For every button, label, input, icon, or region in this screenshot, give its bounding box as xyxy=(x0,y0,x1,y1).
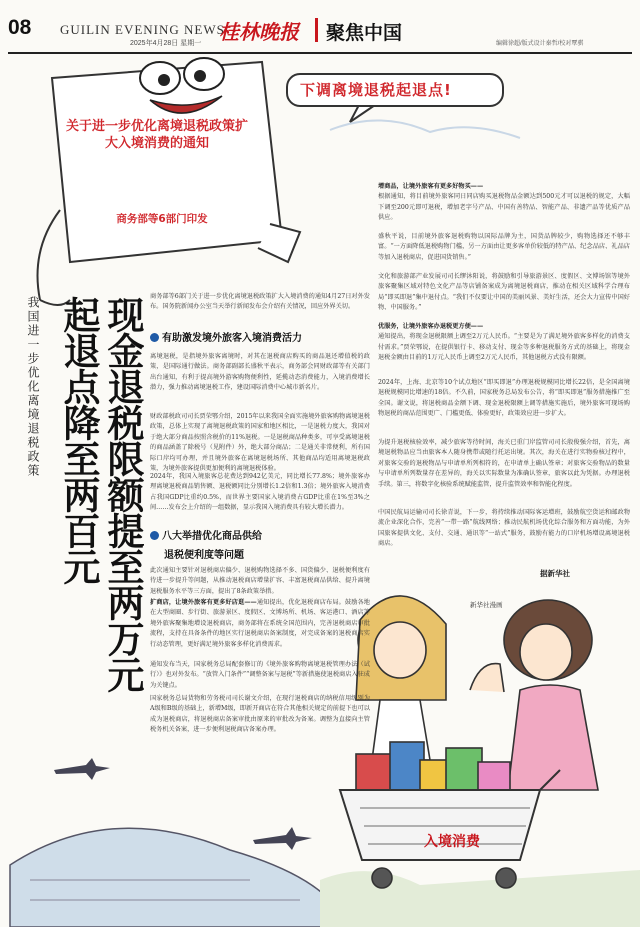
section2-paragraph-4: 国家税务总局货物和劳务税司司长谢文介绍，在现行退税商店的纳税信用级别为A级和B级的基础上，新增M级，即新开商店在符合其他相关规定的前提下也可以成为退税商店，将退税商店备案审批由原来的审批改为备案。调整为直接向主管税务机关备案，进一步便利退税商店备案办理。 xyxy=(150,695,370,734)
masthead-divider xyxy=(315,18,318,42)
section2-paragraph-2-text: 通知提出，优化退税商店布局。鼓励各地在大型商圈、步行街、旅游景区、度假区、文博场所、机场、客运港口、酒店等境外旅客聚集地增设退税商店，商务部将在系统全国范围内，完善退税商店审批流程，支持在具备条件的地区实行退税商店备案制度，对完成备案的退税商店实行动态管理，更好满足境外旅客多样化消费需求。 xyxy=(150,599,370,648)
col2-paragraph-6: 为提升退税核验效率，减少旅客等待时间，海关已重门岸监管司司长殷俊强介绍，首先，离境退税物品应当由旅客本人随身携带或随行托运出境。其次，海关在进行实物验核过程中，对旅客交验的退税物品与申请单所列相符的，在申请单上确认签章；对旅客交验物品的数量与申请单所列数量存在差异的，海关以实际数量为准确认签章，旅客以此为凭据。办理退税手续。第三，将数字化核验系统赋能监管，提升监管效率和智能化程度。 xyxy=(378,439,630,488)
section2-paragraph-3: 通知发布当天，国家税务总局配套修订的《境外旅客购物离境退税管理办法（试行）》也对外发布。“放管入门条件”“调整备案与退税”等新措施使退税商店入驻成为关键点。 xyxy=(150,661,370,689)
col2-paragraph-3: 文化和旅游部产业发展司司长缪沐阳说，将鼓励和引导旅游景区、度假区、文博场馆等境外旅客聚集区域对特色文化产品等店铺备案成为离境退税商店，推动在相关区域科学合理布局“即买即退”集中退付点。“我们不仅要让中国的美丽风景、美好生活，还会大力宣传中国好物、中国服务。” xyxy=(378,273,630,312)
section-heading-2-text: 八大举措优化商品供给 xyxy=(162,531,262,542)
col2-paragraph-4 xyxy=(378,322,630,364)
bullet-dot-icon xyxy=(150,333,159,342)
section-title: 聚焦中国 xyxy=(326,22,403,44)
headline-line-2: 起退点降至两百元 xyxy=(57,296,100,584)
article-source: 据新华社 xyxy=(540,569,570,578)
editor-credits: 编辑徐超/版式设计秦哲/校对覃骐 xyxy=(496,41,584,47)
page-number: 08 xyxy=(8,16,32,39)
section1-paragraph-2: 财政部税政司司长贾荣鄂介绍，2015年以来我国全面实施境外旅客购物离境退税政策，总体上实现了离境退税政策的国家和地区相比，一是退税力度大，我国对于绝大部分商品按照含税价的11%退税。一是退税商品种类多，可享受离境退税的商品涵盖了除税号（见附件）外，绝大部分商品；二是通关非常便利，所有国际口岸均可办理，并且境外旅客在离境退税场所、其他商品均适用离境退税政策，为境外旅客提供更加便利的离境退税体验。 xyxy=(150,413,370,473)
masthead-rule xyxy=(8,52,632,54)
section2-lead: 扩商店，让境外旅客有更多好店逛—— xyxy=(150,599,257,606)
col2-lead-4: 优服务，让境外旅客办退税更方便—— xyxy=(378,323,484,330)
section-heading-1-text: 有助激发境外旅客入境消费活力 xyxy=(162,333,302,344)
article-intro: 商务部等6部门关于进一步优化离境退税政策扩大入境消费的通知4月27日对外发布。国务院新闻办公室当天举行新闻发布会介绍有关情况，回应外界关切。 xyxy=(150,293,370,311)
col2-paragraph-1 xyxy=(378,182,630,224)
col2-paragraph-1-text: 根据通知，将目前境外旅客同日同店购买退税物品金额达到500元才可以退税的规定，大幅下调至200元即可退税，增加老字号产品、中国有善特品、智能产品、非遗产品等优质产品供应。 xyxy=(378,193,630,222)
section2-paragraph-2 xyxy=(150,598,370,650)
section-subheading-2: 退税便利度等问题 xyxy=(164,550,244,561)
cartoon-credit: 新华社漫画 xyxy=(470,601,503,609)
issue-date: 2025年4月28日 星期一 xyxy=(130,40,202,47)
col2-paragraph-7: 中国民航局运输司司长徐青说，下一步，将持续推动国际客运增班，鼓励航空货运和邮政物流企业深化合作，完善“一带一路”航线网络；推动民航机场优化综合服务和方面功能，为外国旅客提供文化、支付、交通、通讯等“一站式”服务，鼓励有能力的口岸机场增设离境退税商店。 xyxy=(378,509,630,548)
headline-kicker: 我国进一步优化离境退税政策 xyxy=(26,296,40,478)
col2-lead-1: 增商品，让境外旅客有更多好物买—— xyxy=(378,183,484,190)
document-title: 关于进一步优化离境退税政策扩大入境消费的通知 xyxy=(65,119,248,151)
bullet-dot-icon xyxy=(150,531,159,540)
document-issuer: 商务部等6部门印发 xyxy=(116,213,208,225)
newspaper-name-en: GUILIN EVENING NEWS xyxy=(60,22,225,37)
col2-paragraph-5: 2024年，上海、北京等10个试点地区“即买即退”办理退税规模同比增长22倍，是全国离境退税规模同比增速的18倍。不久前，国家税务总局发布公告，将“即买即退”服务措施推广至全国。谢文说，将退税商品金额下调、现金退税限额上调等措施实施后，境外旅客可现场购物退税的商品范围更广、门槛更低、体验更好，政策效应进一步扩大。 xyxy=(378,379,630,418)
document-character-icon xyxy=(38,58,301,305)
headline-line-1: 现金退税限额提至两万元 xyxy=(101,296,144,692)
col2-paragraph-4-text: 通知提出，将现金退税限额上调至2万元人民币。“主要是为了满足境外旅客多样化的消费支付需求。”贾荣鄂说，在提供银行卡、移动支付、现金等多种退税服务方式的基础上，将现金退税金额由目前的1万元人民币上调至2万元人民币，其他退税方式没有限额。 xyxy=(378,333,630,362)
cart-label: 入境消费 xyxy=(424,834,480,850)
newspaper-logo: 桂林晚报 xyxy=(219,20,299,44)
section2-paragraph-1: 此次通知主要针对退税商店偏少、退税购物选择不多、国货偏少、退税便利度有待进一步提升等问题，从推动退税商店增量扩容、丰富退税商品供给、提升离境退税服务水平等三方面，提出了8条政策举措。 xyxy=(150,567,370,595)
col2-paragraph-2: 盛秋平说，目前境外旅客退税购物以国际品牌为主，国货品牌较少，购物选择还不够丰富。“一方面降低退税购物门槛，另一方面由让更多客单价较低的特产品、纪念品店、礼品店等加入退税商店，促进国货销售。” xyxy=(378,233,630,261)
section-heading-2 xyxy=(150,527,370,542)
section1-paragraph-3: 2024年，我国入境旅客总花费达到942亿美元，同比增长77.8%；境外旅客办理离境退税商品销售额、退税额同比分别增长1.2倍和1.3倍；境外旅客入境消费占我国GDP比重约0.5%，而世界主要国家入境消费占GDP比重在1%至3%之间……发布会上介绍的一组数据，显示我国入境消费具有较大增长潜力。 xyxy=(150,473,370,512)
section-heading-1 xyxy=(150,329,370,344)
section1-paragraph-1: 离境退税，是指境外旅客离境时，对其在退税商店购买的商品退还增值税的政策，是国际通行做法。商务部副部长盛秋平表示，商务部会同财政部等有关部门出台通知，有利于提高境外游客购物便利性，延揽动态消费能力，入境消费增长潜力，强力推动离境退税工作，建设国际消费中心城市新名片。 xyxy=(150,353,370,392)
speech-banner-text: 下调离境退税起退点! xyxy=(300,81,452,99)
